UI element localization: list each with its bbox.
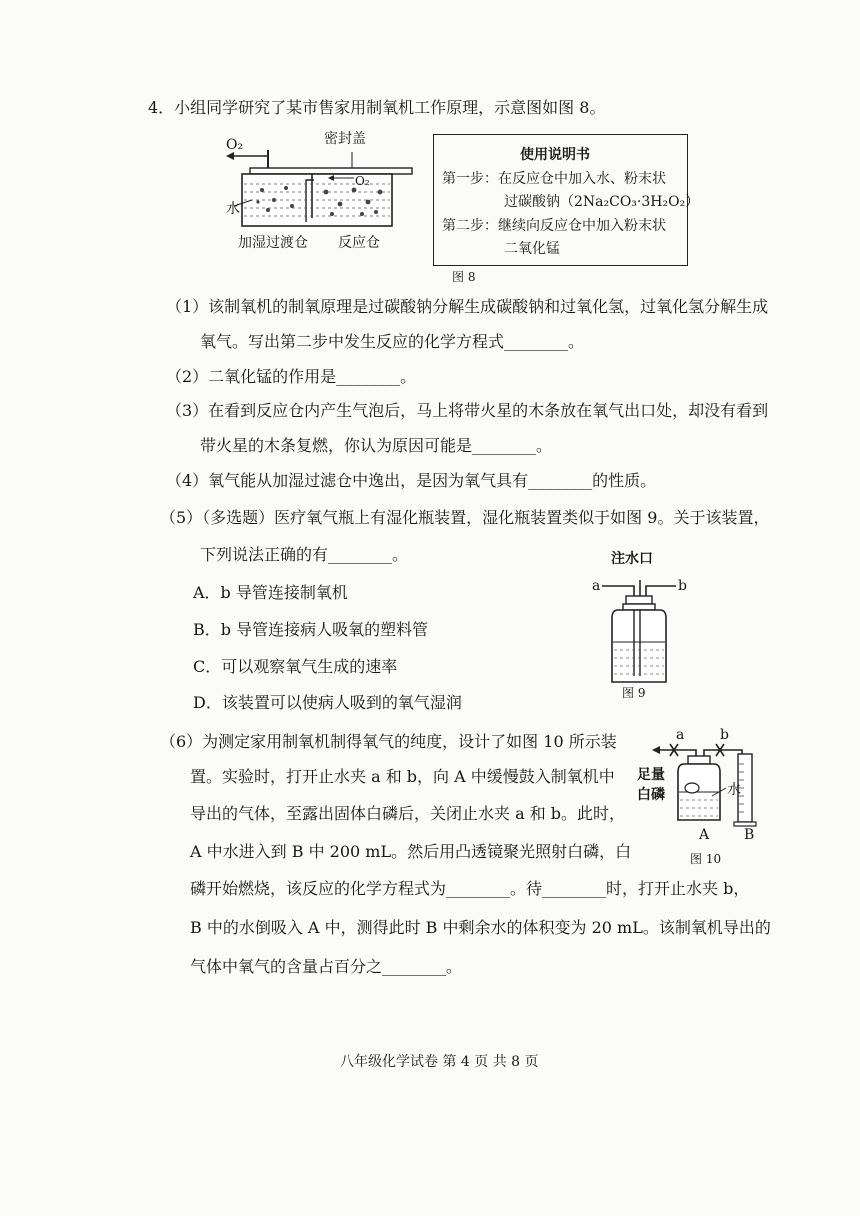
fig8-reactor-label: 反应仓: [338, 235, 380, 251]
manual-step1-line2: 过碳酸钠（2Na₂CO₃·3H₂O₂）: [504, 194, 700, 210]
figure-9-humidifier-bottle: [596, 572, 706, 692]
fig10-water-label: 水: [727, 782, 741, 798]
fig8-o2-outlet-label: O₂: [226, 137, 244, 153]
q4-text: （4）氧气能从加湿过滤仓中逸出，是因为氧气具有________的性质。: [166, 471, 657, 490]
manual-title: 使用说明书: [520, 147, 590, 163]
fig8-caption: 图 8: [452, 270, 476, 284]
q6-line5: 磷开始燃烧，该反应的化学方程式为________。待________时，打开止水夹 b，: [190, 879, 750, 898]
manual-step2-line2: 二氧化锰: [504, 241, 560, 257]
q6-line1: （6）为测定家用制氧机制得氧气的纯度，设计了如图 10 所示装: [160, 732, 617, 751]
q5-line1: （5）（多选题）医疗氧气瓶上有湿化瓶装置，湿化瓶装置类似于如图 9。关于该装置，: [160, 508, 770, 527]
q6-line6: B 中的水倒吸入 A 中，测得此时 B 中剩余水的体积变为 20 mL。该制氧机导出的: [190, 918, 771, 937]
fig10-phosphorus-label-2: 白磷: [637, 787, 665, 803]
fig8-water-label: 水: [226, 201, 240, 217]
q1-line1: （1）该制氧机的制氧原理是过碳酸钠分解生成碳酸钠和过氧化氢，过氧化氢分解生成: [166, 297, 769, 316]
q2-text: （2）二氧化锰的作用是________。: [166, 367, 417, 386]
fig10-phosphorus-label-1: 足量: [637, 767, 665, 783]
q6-line3: 导出的气体，至露出固体白磷后，关闭止水夹 a 和 b。此时，: [190, 804, 626, 823]
fig8-seal-label: 密封盖: [324, 131, 366, 147]
instruction-manual-box: [433, 134, 700, 266]
q3-line2: 带火星的木条复燃，你认为原因可能是________。: [200, 436, 553, 455]
q5-option-b: B．b 导管连接病人吸氧的塑料管: [193, 620, 429, 639]
q3-line1: （3）在看到反应仓内产生气泡后，马上将带火星的木条放在氧气出口处，却没有看到: [166, 401, 769, 420]
fig8-humidifier-label: 加湿过渡仓: [238, 235, 308, 251]
fig9-inlet-label: 注水口: [611, 551, 653, 567]
fig10-bottle-a-label: A: [699, 827, 710, 843]
fig10-a-label: a: [676, 727, 685, 743]
page-footer: 八年级化学试卷 第 4 页 共 8 页: [340, 1054, 539, 1070]
q5-option-c: C．可以观察氧气生成的速率: [193, 657, 398, 676]
fig10-cylinder-b-label: B: [744, 827, 755, 843]
q5-line2: 下列说法正确的有________。: [200, 545, 409, 564]
q6-line7: 气体中氧气的含量占百分之________。: [190, 957, 463, 976]
q1-line2: 氧气。写出第二步中发生反应的化学方程式________。: [200, 332, 585, 351]
fig9-caption: 图 9: [622, 686, 646, 700]
fig9-a-label: a: [592, 578, 601, 594]
manual-step1-line1: 第一步：在反应仓中加入水、粉末状: [442, 171, 666, 187]
q6-line4: A 中水进入到 B 中 200 mL。然后用凸透镜聚光照射白磷，白: [190, 842, 632, 861]
manual-step2-line1: 第二步：继续向反应仓中加入粉末状: [442, 218, 666, 234]
fig9-b-label: b: [678, 578, 687, 594]
fig10-b-label: b: [720, 727, 729, 743]
fig8-o2-inner-label: O₂: [355, 174, 370, 188]
q5-option-d: D．该装置可以使病人吸到的氧气湿润: [193, 693, 462, 712]
fig10-caption: 图 10: [690, 852, 722, 866]
q5-option-a: A．b 导管连接制氧机: [193, 583, 348, 602]
q6-line2: 置。实验时，打开止水夹 a 和 b，向 A 中缓慢鼓入制氧机中: [190, 767, 615, 786]
question-stem: 4．小组同学研究了某市售家用制氧机工作原理，示意图如图 8。: [148, 98, 606, 117]
